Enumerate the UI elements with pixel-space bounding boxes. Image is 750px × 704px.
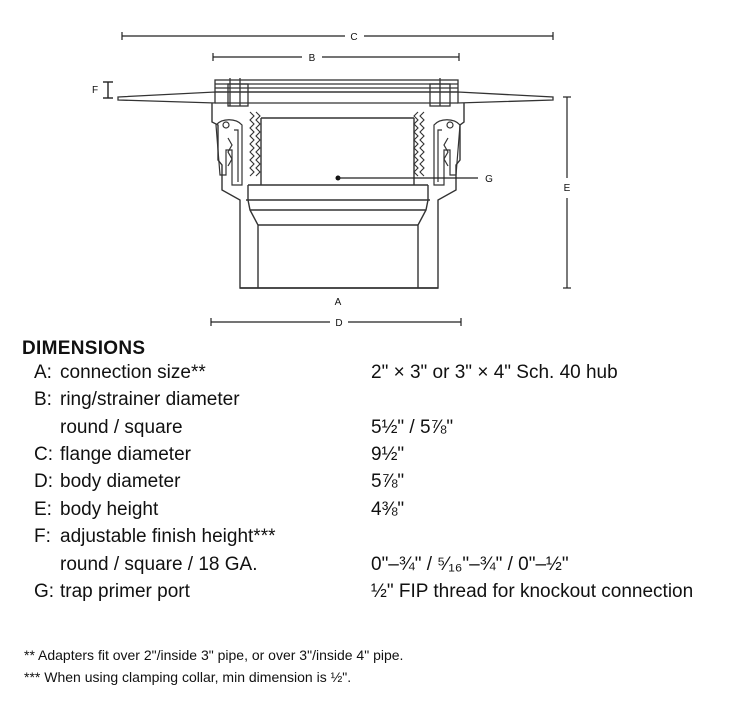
dimension-key: G:	[34, 581, 55, 602]
dimension-row-g	[0, 581, 750, 609]
dimension-key: C:	[34, 444, 53, 465]
dimension-value: 2" × 3" or 3" × 4" Sch. 40 hub	[371, 362, 618, 383]
footnotes	[24, 644, 403, 688]
dimension-row-f-sub	[0, 554, 750, 582]
label-d: D	[335, 318, 343, 329]
dimension-key: A:	[34, 362, 52, 383]
dimension-value: 5½" / 5⅞"	[371, 417, 454, 438]
drain-cross-section-diagram	[0, 0, 750, 335]
dimension-row-b-sub	[0, 417, 750, 445]
dimension-key: D:	[34, 471, 53, 492]
dimension-value: ½" FIP thread for knockout connection	[371, 581, 694, 602]
dimension-key: E:	[34, 499, 52, 520]
dimension-value: 9½"	[371, 444, 405, 465]
dimension-value: 0"–¾" / ⁵⁄₁₆"–¾" / 0"–½"	[371, 554, 569, 575]
dimension-label: round / square	[60, 417, 183, 438]
strainer-ring	[215, 78, 458, 106]
dimension-label: connection size**	[60, 362, 206, 383]
dimension-c	[122, 32, 553, 40]
dimension-label: trap primer port	[60, 581, 190, 602]
dimension-row-d	[0, 471, 750, 499]
dimension-key: F:	[34, 526, 51, 547]
dimension-row-c	[0, 444, 750, 472]
label-f: F	[91, 85, 99, 96]
dimension-value: 5⅞"	[371, 471, 405, 492]
footnote-adapters: ** Adapters fit over 2"/inside 3" pipe, or over 3"/inside 4" pipe.	[24, 647, 404, 663]
footnote-clamping-collar: *** When using clamping collar, min dimension is ½".	[24, 669, 352, 685]
drain-body	[212, 103, 464, 288]
threads	[250, 112, 424, 176]
dimension-label: body diameter	[60, 471, 181, 492]
label-b: B	[308, 53, 316, 64]
dimension-label: flange diameter	[60, 444, 191, 465]
dimension-row-a	[0, 362, 750, 390]
label-e: E	[563, 183, 571, 194]
dimension-b	[213, 53, 459, 61]
dimension-label: round / square / 18 GA.	[60, 554, 258, 575]
dimension-label: ring/strainer diameter	[60, 389, 240, 410]
label-c: C	[350, 32, 358, 43]
dimension-label: body height	[60, 499, 159, 520]
dimension-value: 4⅜"	[371, 499, 405, 520]
dimensions-heading: DIMENSIONS	[22, 338, 146, 359]
dimension-row-f	[0, 526, 750, 554]
dimension-key: B:	[34, 389, 52, 410]
flange	[118, 92, 553, 103]
dimension-label: adjustable finish height***	[60, 526, 276, 547]
dimension-row-e	[0, 499, 750, 527]
label-g: G	[485, 174, 493, 185]
dimension-row-b	[0, 389, 750, 417]
label-a: A	[334, 297, 342, 308]
dimension-f	[103, 82, 113, 98]
